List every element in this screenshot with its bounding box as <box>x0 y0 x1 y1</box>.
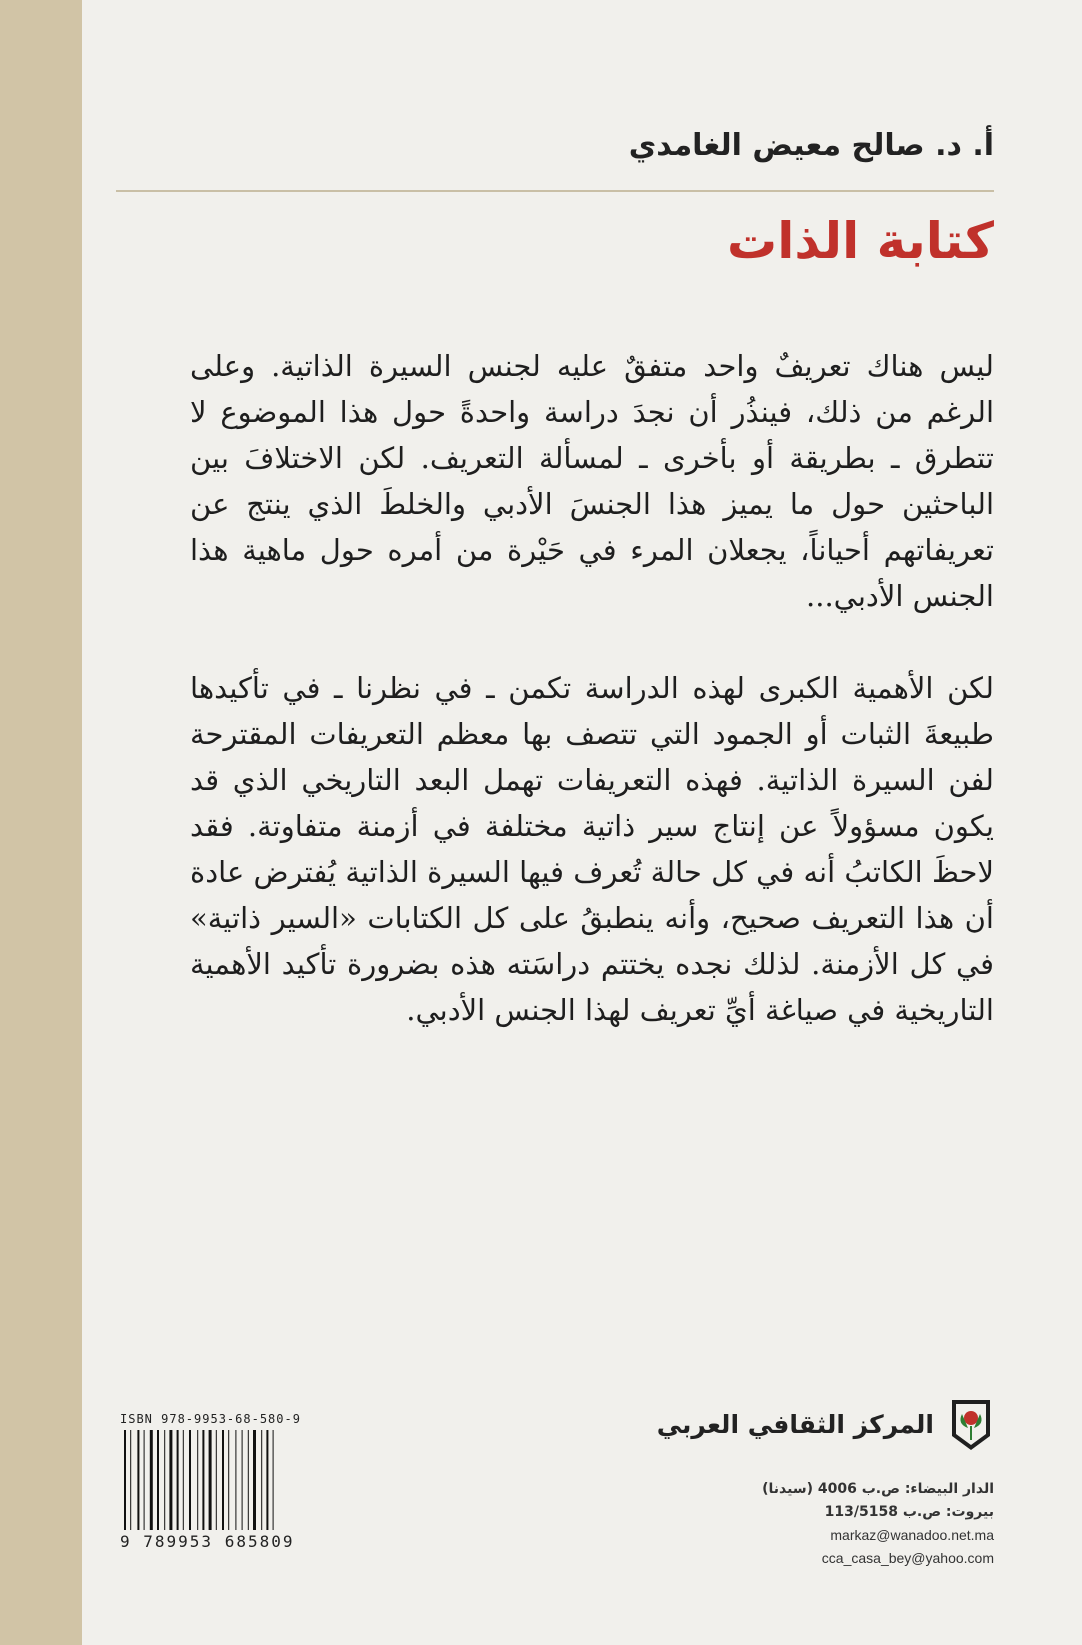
ean-number: 9 789953 685809 <box>120 1532 295 1551</box>
book-spine <box>0 0 82 1645</box>
contact-email-2: cca_casa_bey@yahoo.com <box>821 1550 994 1566</box>
publisher-flower-logo-icon <box>948 1396 994 1452</box>
barcode-bars <box>120 1430 308 1534</box>
contact-beirut: بيروت: ص.ب 113/5158 <box>824 1504 994 1520</box>
blurb-paragraph-2: لكن الأهمية الكبرى لهذه الدراسة تكمن ـ في نظرنا ـ في تأكيدها طبيعةَ الثبات أو الجمود التي تتصف بها معظم التعريفات المقترحة لفن السيرة الذاتية. فهذه التعريفات تهمل البعد التاريخي الذي قد يكون مسؤولاً عن إنتاج سير ذاتية مختلفة في أزمنة متفاوتة. فقد لاحظَ الكاتبُ أنه في كل حالة تُعرف فيها السيرة الذاتية يُفترض عادة أن هذا التعريف صحيح، وأنه ينطبقُ على كل الكتابات «السير ذاتية» في كل الأزمنة. لذلك نجده يختتم دراسَته هذه بضرورة تأكيد الأهمية التاريخية في صياغة أيِّ تعريف لهذا الجنس الأدبي. <box>190 671 994 1027</box>
book-title: كتابة الذات <box>727 212 994 270</box>
author-name: أ. د. صالح معيض الغامدي <box>628 128 994 163</box>
isbn-barcode <box>120 1412 320 1551</box>
isbn-label: ISBN 978-9953-68-580-9 <box>120 1412 301 1426</box>
blurb-paragraph-1: ليس هناك تعريفٌ واحد متفقٌ عليه لجنس السيرة الذاتية. وعلى الرغم من ذلك، فينذُر أن نجدَ دراسة واحدةً حول هذا الموضوع لا تتطرق ـ بطريقة أو بأخرى ـ لمسألة التعريف. لكن الاختلافَ بين الباحثين حول ما يميز هذا الجنسَ الأدبي والخلطَ الذي ينتج عن تعريفاتهم أحياناً، يجعلان المرء في حَيْرة من أمره حول ماهية هذا الجنس الأدبي... <box>190 349 995 613</box>
publisher-block <box>657 1396 994 1452</box>
divider <box>116 190 994 192</box>
contact-casablanca: الدار البيضاء: ص.ب 4006 (سيدنا) <box>762 1481 994 1497</box>
contact-email-1: markaz@wanadoo.net.ma <box>830 1527 994 1543</box>
publisher-name: المركز الثقافي العربي <box>656 1409 934 1439</box>
publisher-contacts <box>762 1478 994 1570</box>
